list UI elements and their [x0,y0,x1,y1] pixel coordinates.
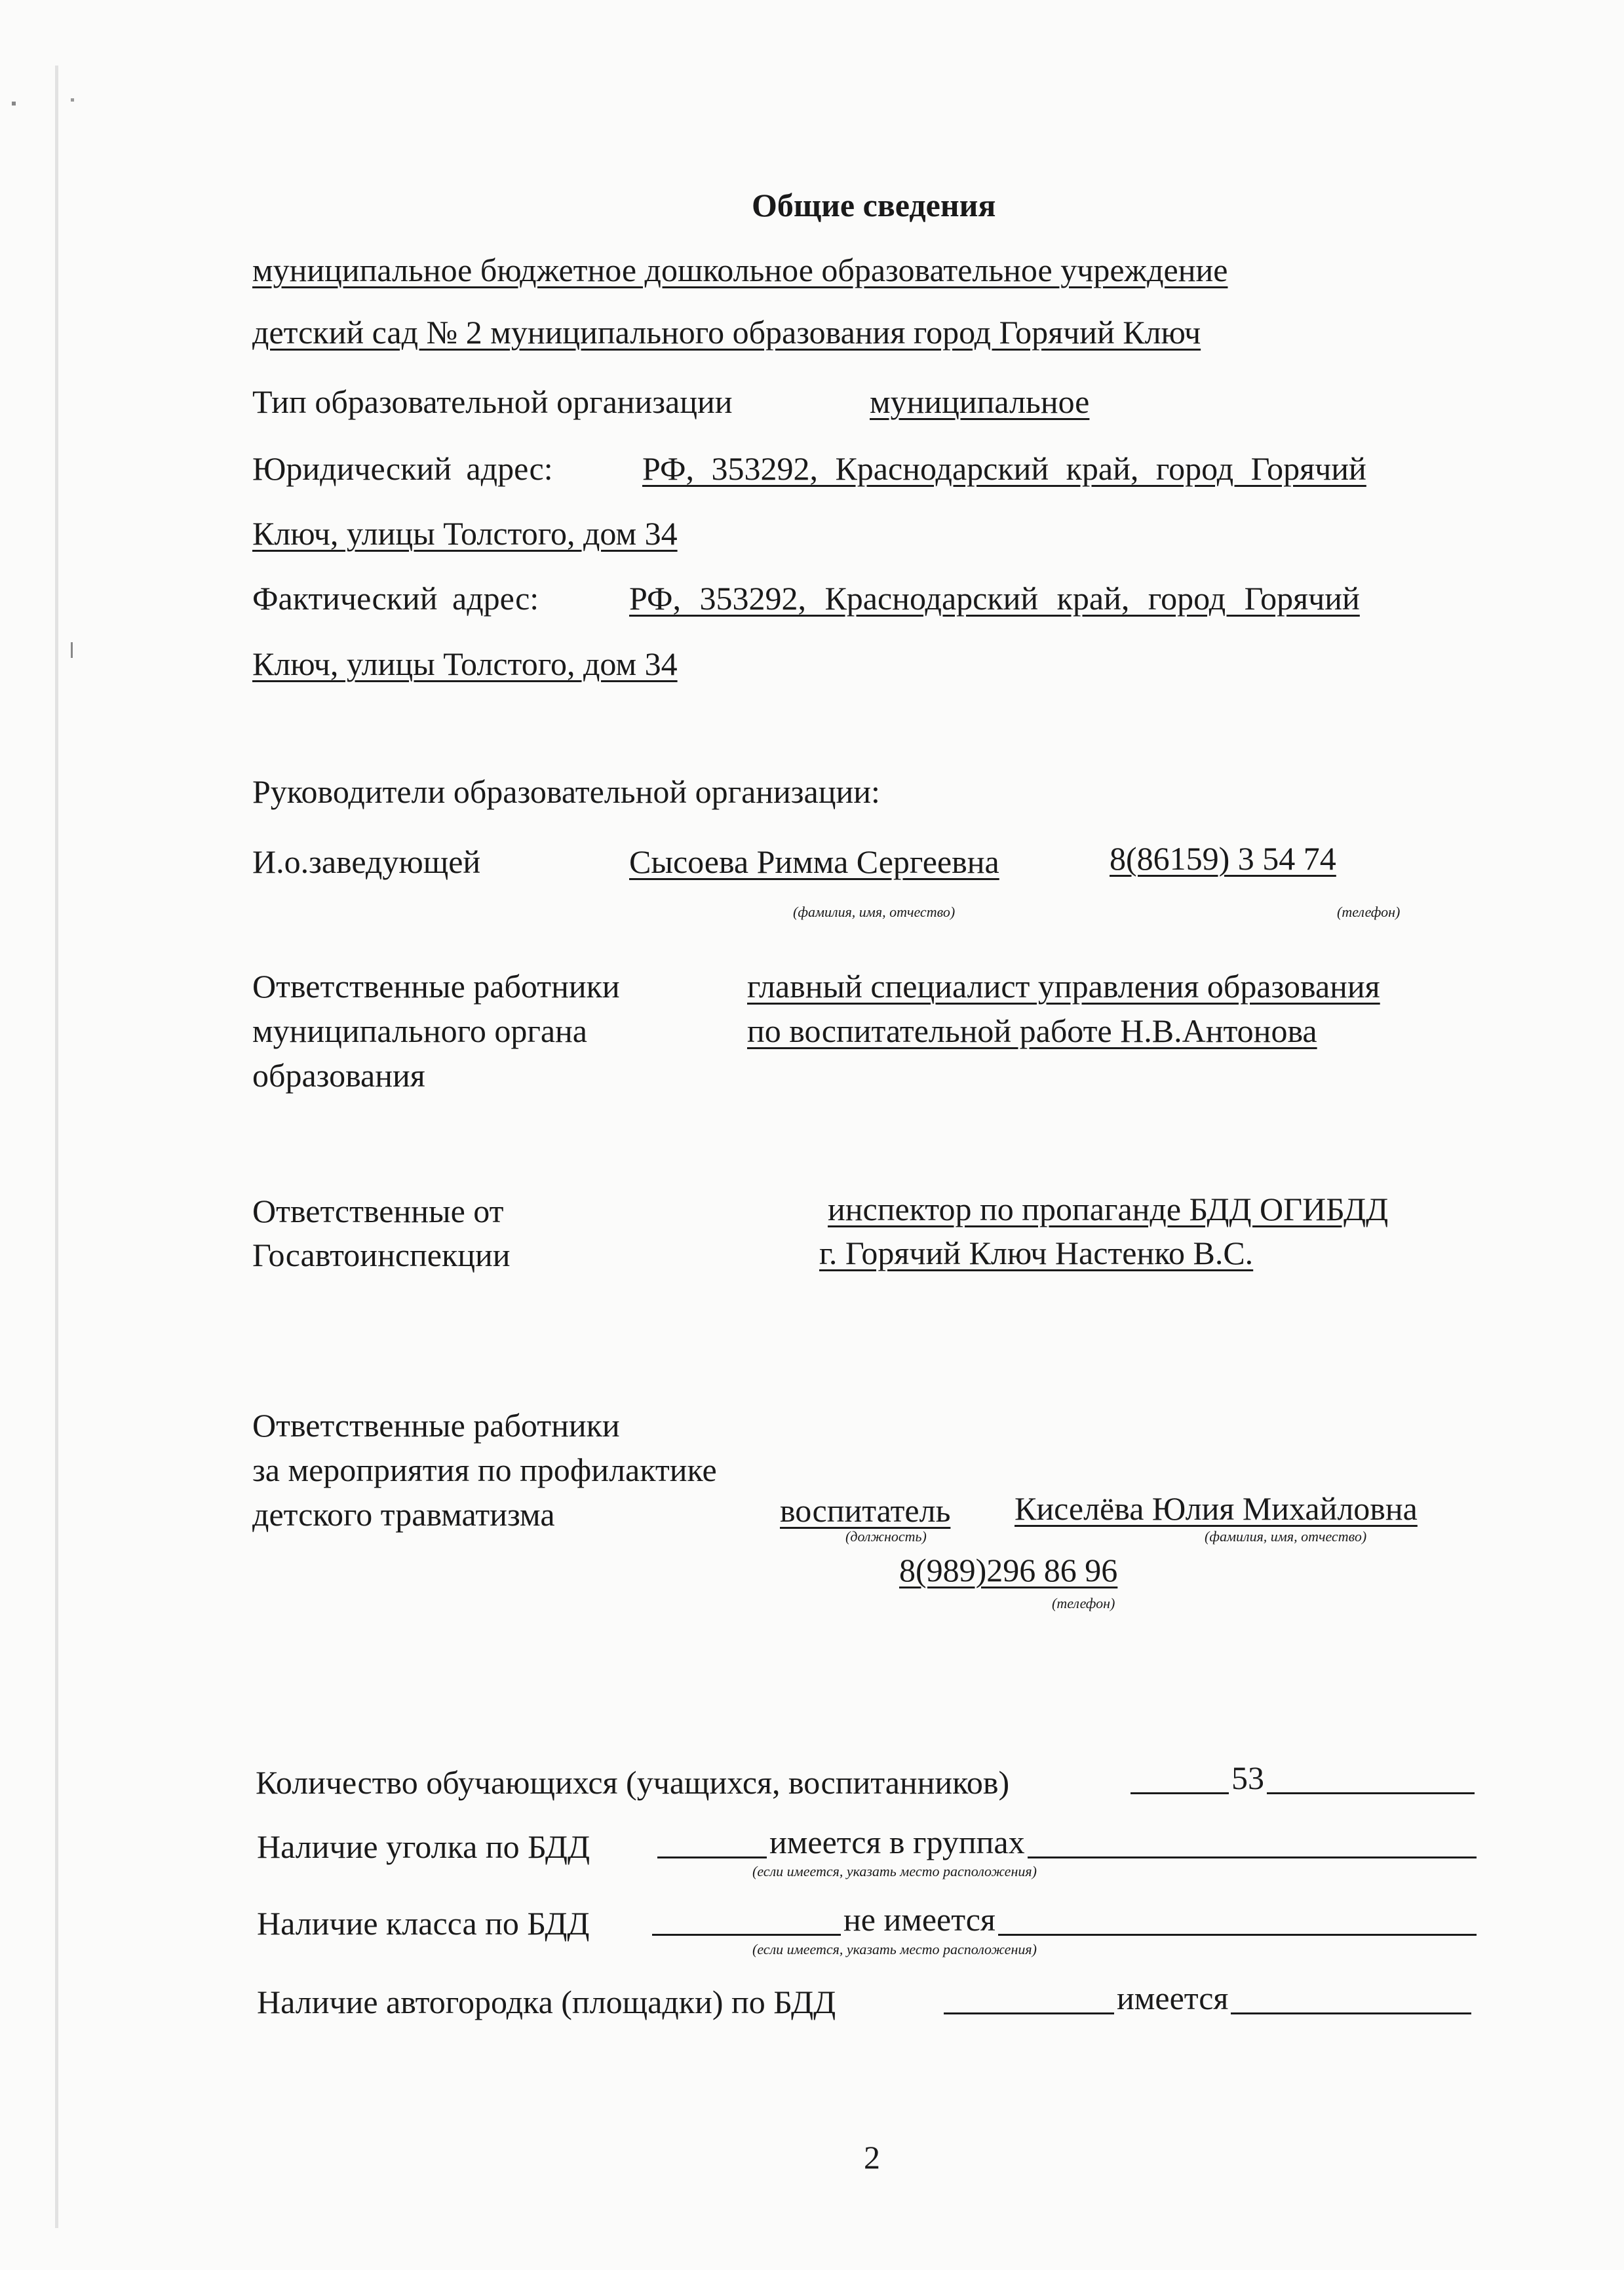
legal-address-value-line2: Ключ, улицы Толстого, дом 34 [252,515,678,552]
bdd-class-fill-line [652,1934,1477,1936]
students-fill-line [1131,1792,1475,1794]
head-name-caption: (фамилия, имя, отчество) [793,904,956,920]
scan-mark [71,98,74,102]
municipal-label-line2: муниципального органа [252,1012,587,1049]
injury-phone: 8(989)296 86 96 [899,1552,1118,1588]
autotown-label: Наличие автогородка (площадки) по БДД [257,1984,836,2020]
municipal-label-line3: образования [252,1057,425,1094]
bdd-class-value: не имеется [841,1900,998,1939]
injury-label-line1: Ответственные работники [252,1407,620,1444]
municipal-value-line2: по воспитательной работе Н.В.Антонова [747,1012,1317,1049]
page-number: 2 [864,2139,880,2176]
injury-label-line2: за мероприятия по профилактике [252,1452,717,1488]
gai-value-line1: инспектор по пропаганде БДД ОГИБДД [828,1191,1389,1227]
injury-name: Киселёва Юлия Михайловна [1015,1490,1418,1527]
municipal-label-line1: Ответственные работники [252,968,620,1005]
injury-name-caption: (фамилия, имя, отчество) [1205,1528,1367,1545]
students-value: 53 [1229,1758,1267,1798]
injury-position: воспитатель [780,1492,951,1529]
heads-heading: Руководители образовательной организации: [252,773,880,810]
bdd-corner-value: имеется в группах [767,1822,1028,1862]
injury-label-line3: детского травматизма [252,1496,555,1533]
actual-address-label: Фактический адрес: [252,580,539,617]
org-name-line2: детский сад № 2 муниципального образования город Горячий Ключ [252,314,1201,351]
scan-mark [71,642,73,658]
scan-mark [12,102,16,106]
bdd-corner-label: Наличие уголка по БДД [257,1828,590,1865]
students-label: Количество обучающихся (учащихся, воспитанников) [256,1764,1010,1801]
head-phone: 8(86159) 3 54 74 [1110,840,1336,877]
gai-label-line1: Ответственные от [252,1193,504,1229]
actual-address-value-line2: Ключ, улицы Толстого, дом 34 [252,645,678,682]
gai-value-line2: г. Горячий Ключ Настенко В.С. [819,1235,1254,1271]
legal-address-value-line1: РФ, 353292, Краснодарский край, город Горячий [642,450,1366,487]
head-position: И.о.заведующей [252,843,481,880]
injury-position-caption: (должность) [845,1528,927,1545]
head-name: Сысоева Римма Сергеевна [629,843,999,880]
autotown-value: имеется [1114,1978,1231,2018]
org-type-label: Тип образовательной организации [252,383,733,420]
bdd-class-label: Наличие класса по БДД [257,1905,590,1942]
org-name-line1: муниципальное бюджетное дошкольное образовательное учреждение [252,252,1228,288]
injury-phone-caption: (телефон) [1052,1595,1115,1611]
gai-label-line2: Госавтоинспекции [252,1237,511,1273]
municipal-value-line1: главный специалист управления образования [747,968,1380,1005]
bdd-class-caption: (если имеется, указать место расположения) [752,1941,1037,1957]
page-title: Общие сведения [752,187,996,223]
head-phone-caption: (телефон) [1337,904,1401,920]
scan-mark [55,66,58,2228]
bdd-corner-caption: (если имеется, указать место расположения) [752,1863,1037,1879]
org-type-value: муниципальное [870,383,1090,420]
legal-address-label: Юридический адрес: [252,450,553,487]
actual-address-value-line1: РФ, 353292, Краснодарский край, город Горячий [629,580,1360,617]
